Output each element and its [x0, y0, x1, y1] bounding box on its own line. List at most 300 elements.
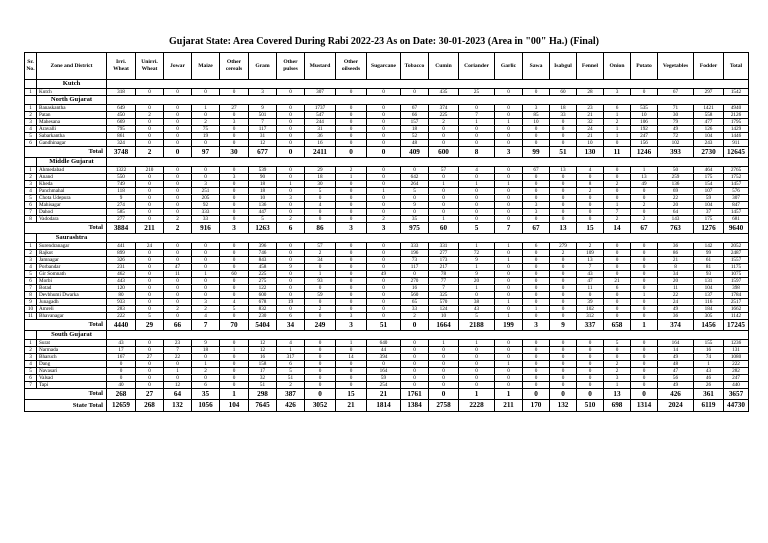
table-cell: 230	[249, 313, 277, 320]
table-cell: 10	[523, 119, 550, 126]
table-cell: 1	[192, 271, 220, 278]
table-cell: 10	[631, 112, 658, 119]
table-cell: 0	[604, 243, 631, 250]
table-cell: 0	[220, 382, 249, 389]
table-cell: 46	[694, 375, 724, 382]
table-cell: 0	[305, 375, 336, 382]
table-cell: 0	[367, 299, 401, 306]
table-cell: 0	[550, 361, 577, 368]
table-cell: 75	[192, 126, 220, 133]
table-cell: 0	[550, 202, 577, 209]
total-cell: 17245	[724, 320, 749, 331]
table-cell: 0	[523, 361, 550, 368]
total-cell: 60	[429, 223, 459, 234]
table-cell: 0	[192, 257, 220, 264]
table-cell: 0	[164, 167, 192, 174]
table-cell: 600	[249, 292, 277, 299]
table-cell: 0	[495, 375, 523, 382]
table-cell: 29	[305, 167, 336, 174]
table-cell: 0	[220, 216, 249, 223]
table-cell: 0	[367, 195, 401, 202]
table-cell: 118	[107, 188, 136, 195]
table-cell: 3	[277, 195, 305, 202]
table-row	[25, 119, 749, 126]
table-cell: 0	[631, 271, 658, 278]
table-cell: 558	[694, 112, 724, 119]
table-cell: 0	[523, 257, 550, 264]
table-cell: 0	[577, 375, 604, 382]
table-cell: 0	[220, 250, 249, 257]
table-cell: 0	[523, 250, 550, 257]
table-cell: 1737	[305, 105, 336, 112]
table-cell: 1	[459, 285, 495, 292]
district-name: Panchmahal	[37, 188, 107, 195]
zone-header-row	[25, 234, 749, 243]
table-cell: 4	[25, 264, 37, 271]
column-header: Total	[724, 53, 749, 80]
table-cell: 0	[336, 299, 367, 306]
table-cell: 0	[192, 89, 220, 96]
table-cell: 0	[459, 368, 495, 375]
table-cell: 5	[459, 313, 495, 320]
table-cell: 0	[220, 354, 249, 361]
table-cell: 0	[577, 216, 604, 223]
table-cell: 1	[495, 257, 523, 264]
table-cell: 0	[305, 209, 336, 216]
table-cell: 0	[429, 368, 459, 375]
table-cell: 283	[107, 306, 136, 313]
table-cell: 277	[107, 216, 136, 223]
district-name: Porbandar	[37, 264, 107, 271]
table-cell: 47	[658, 368, 694, 375]
table-cell: 0	[401, 354, 429, 361]
table-cell: 317	[277, 354, 305, 361]
table-cell: 6	[25, 202, 37, 209]
table-cell: 0	[336, 202, 367, 209]
table-cell: 832	[249, 306, 277, 313]
table-cell: 2	[192, 368, 220, 375]
table-cell: 0	[136, 195, 164, 202]
table-row	[25, 382, 749, 389]
table-cell: 164	[658, 340, 694, 347]
table-cell: 57	[429, 167, 459, 174]
table-cell: 1075	[724, 271, 749, 278]
table-cell: 0	[604, 188, 631, 195]
district-name: Surendranagar	[37, 243, 107, 250]
table-cell: 0	[305, 216, 336, 223]
table-cell: 1	[192, 361, 220, 368]
column-header: Gram	[249, 53, 277, 80]
total-cell: 11	[604, 147, 631, 158]
table-cell: 1	[459, 264, 495, 271]
table-cell: 0	[550, 195, 577, 202]
table-cell: 279	[550, 243, 577, 250]
table-cell: 0	[220, 340, 249, 347]
table-cell: 2	[25, 174, 37, 181]
table-cell: 1	[336, 174, 367, 181]
zone-spacer	[25, 234, 37, 243]
state-total-label: State Total	[25, 400, 107, 412]
table-cell: 0	[523, 133, 550, 140]
total-cell: 387	[277, 389, 305, 400]
zone-name: Middle Gujarat	[37, 158, 107, 167]
table-cell: 7	[604, 209, 631, 216]
table-cell: 7	[25, 209, 37, 216]
district-name: Amreli	[37, 306, 107, 313]
table-cell: 0	[336, 243, 367, 250]
table-cell: 0	[367, 361, 401, 368]
total-cell: 0	[336, 147, 367, 158]
table-cell: 0	[136, 368, 164, 375]
table-cell: 0	[631, 313, 658, 320]
table-cell: 274	[107, 202, 136, 209]
district-name: Mahisagar	[37, 202, 107, 209]
table-cell: 222	[107, 313, 136, 320]
table-cell: 12	[164, 382, 192, 389]
district-name: Mahesana	[37, 119, 107, 126]
table-cell: 1429	[724, 126, 749, 133]
table-cell: 19	[192, 133, 220, 140]
table-cell: 0	[550, 271, 577, 278]
table-cell: 184	[694, 306, 724, 313]
table-cell: 0	[305, 382, 336, 389]
table-cell: 0	[136, 250, 164, 257]
table-cell: 642	[401, 174, 429, 181]
table-cell: 143	[658, 216, 694, 223]
state-total-cell: 211	[495, 400, 523, 412]
table-cell: 1457	[724, 209, 749, 216]
table-cell: 0	[495, 174, 523, 181]
table-cell: 0	[523, 382, 550, 389]
table-cell: 3	[249, 89, 277, 96]
table-cell: 81	[694, 264, 724, 271]
table-row	[25, 278, 749, 285]
column-header: Jowar	[164, 53, 192, 80]
total-cell: 1	[631, 320, 658, 331]
table-row	[25, 216, 749, 223]
table-cell: 0	[277, 257, 305, 264]
table-cell: 102	[577, 306, 604, 313]
table-cell: 0	[164, 188, 192, 195]
table-cell: 333	[401, 243, 429, 250]
table-cell: 7	[25, 285, 37, 292]
table-cell: 2	[631, 202, 658, 209]
table-cell: 2	[164, 306, 192, 313]
table-cell: 0	[277, 271, 305, 278]
table-cell: 0	[164, 89, 192, 96]
table-cell: 2	[277, 382, 305, 389]
total-cell: 1	[495, 389, 523, 400]
table-cell: 0	[631, 340, 658, 347]
table-cell: 3	[523, 105, 550, 112]
table-cell: 1	[25, 340, 37, 347]
zone-header-row	[25, 331, 749, 340]
table-cell: 0	[550, 126, 577, 133]
table-cell: 0	[107, 368, 136, 375]
table-cell: 51	[249, 382, 277, 389]
zone-header-fill	[107, 234, 749, 243]
total-cell: 2	[136, 147, 164, 158]
district-name: Vadodara	[37, 216, 107, 223]
table-cell: 0	[523, 271, 550, 278]
table-cell: 225	[249, 271, 277, 278]
table-cell: 0	[495, 347, 523, 354]
table-cell: 79	[658, 119, 694, 126]
total-cell: 15	[577, 223, 604, 234]
total-cell: 211	[136, 223, 164, 234]
table-cell: 4	[305, 202, 336, 209]
table-cell: 0	[220, 285, 249, 292]
table-cell: 0	[136, 105, 164, 112]
table-cell: 5	[277, 368, 305, 375]
table-cell: 2	[577, 243, 604, 250]
total-cell: 14	[604, 223, 631, 234]
table-cell: 0	[305, 340, 336, 347]
table-cell: 0	[220, 257, 249, 264]
table-cell: 1142	[724, 313, 749, 320]
table-cell: 0	[164, 126, 192, 133]
zone-spacer	[25, 80, 37, 89]
table-cell: 440	[724, 382, 749, 389]
table-cell: 0	[429, 140, 459, 147]
table-cell: 192	[631, 126, 658, 133]
area-coverage-table	[24, 52, 749, 412]
table-cell: 0	[164, 195, 192, 202]
district-name: Anand	[37, 174, 107, 181]
state-total-cell: 1814	[367, 400, 401, 412]
total-cell: 2411	[305, 147, 336, 158]
table-cell: 0	[604, 195, 631, 202]
total-cell: 64	[164, 389, 192, 400]
table-cell: 576	[724, 188, 749, 195]
table-cell: 85	[523, 112, 550, 119]
total-label: Total	[25, 223, 107, 234]
total-cell: 268	[107, 389, 136, 400]
table-cell: 1795	[724, 119, 749, 126]
table-cell: 0	[429, 133, 459, 140]
total-cell: 0	[550, 389, 577, 400]
district-name: Dang	[37, 361, 107, 368]
district-name: Banaskantha	[37, 105, 107, 112]
table-cell: 4	[459, 167, 495, 174]
table-row	[25, 202, 749, 209]
table-cell: 0	[459, 292, 495, 299]
table-cell: 0	[367, 174, 401, 181]
total-cell: 35	[192, 389, 220, 400]
table-cell: 0	[401, 361, 429, 368]
district-name: Narmada	[37, 347, 107, 354]
table-cell: 1	[459, 181, 495, 188]
table-cell: 65	[401, 299, 429, 306]
column-header: Maize	[192, 53, 220, 80]
table-cell: 49	[631, 181, 658, 188]
state-total-cell: 426	[277, 400, 305, 412]
table-cell: 0	[336, 285, 367, 292]
table-cell: 21	[577, 112, 604, 119]
table-cell: 38	[459, 299, 495, 306]
table-cell: 4	[25, 361, 37, 368]
table-cell: 90	[249, 174, 277, 181]
table-cell: 0	[277, 285, 305, 292]
district-name: Bharuch	[37, 354, 107, 361]
state-total-cell: 7645	[249, 400, 277, 412]
table-cell: 243	[694, 140, 724, 147]
state-total-cell: 2758	[429, 400, 459, 412]
table-cell: 33	[192, 216, 220, 223]
table-cell: 10	[577, 140, 604, 147]
table-cell: 0	[367, 209, 401, 216]
table-cell: 0	[136, 209, 164, 216]
table-cell: 0	[577, 174, 604, 181]
table-cell: 0	[523, 140, 550, 147]
column-header: Zone and District	[37, 53, 107, 80]
zone-name: South Gujarat	[37, 331, 107, 340]
zone-total-row	[25, 147, 749, 158]
total-cell: 763	[658, 223, 694, 234]
table-cell: 5	[25, 133, 37, 140]
table-cell: 0	[220, 133, 249, 140]
table-cell: 0	[164, 209, 192, 216]
table-row	[25, 306, 749, 313]
table-cell: 0	[550, 257, 577, 264]
table-cell: 67	[658, 89, 694, 96]
table-cell: 0	[631, 354, 658, 361]
zone-header-row	[25, 96, 749, 105]
table-cell: 1421	[694, 105, 724, 112]
table-cell: 52	[401, 133, 429, 140]
table-cell: 2052	[724, 243, 749, 250]
table-cell: 0	[220, 188, 249, 195]
table-cell: 0	[459, 354, 495, 361]
table-cell: 0	[367, 264, 401, 271]
table-cell: 7	[577, 264, 604, 271]
table-cell: 122	[249, 285, 277, 292]
table-cell: 2	[277, 216, 305, 223]
district-name: Valsad	[37, 375, 107, 382]
table-cell: 9	[192, 340, 220, 347]
table-cell: 64	[658, 209, 694, 216]
table-cell: 3	[220, 174, 249, 181]
table-cell: 40	[107, 382, 136, 389]
table-row	[25, 271, 749, 278]
table-cell: 6	[277, 313, 305, 320]
table-cell: 649	[107, 105, 136, 112]
table-cell: 0	[136, 89, 164, 96]
table-row	[25, 257, 749, 264]
table-cell: 0	[401, 382, 429, 389]
table-row	[25, 250, 749, 257]
total-cell: 66	[164, 320, 192, 331]
table-cell: 13	[631, 174, 658, 181]
table-cell: 0	[367, 126, 401, 133]
table-cell: 2	[401, 313, 429, 320]
table-cell: 0	[429, 202, 459, 209]
total-cell: 1	[220, 389, 249, 400]
column-header: Other pulses	[277, 53, 305, 80]
table-cell: 396	[249, 243, 277, 250]
table-cell: 0	[277, 167, 305, 174]
district-name: Sabarkantha	[37, 133, 107, 140]
table-cell: 43	[107, 340, 136, 347]
table-cell: 0	[277, 202, 305, 209]
table-cell: 0	[367, 313, 401, 320]
table-cell: 0	[336, 126, 367, 133]
table-cell: 142	[694, 243, 724, 250]
state-total-cell: 1314	[631, 400, 658, 412]
district-name: Patan	[37, 112, 107, 119]
table-cell: 0	[401, 271, 429, 278]
table-cell: 36	[658, 313, 694, 320]
table-cell: 1	[305, 271, 336, 278]
zone-total-row	[25, 223, 749, 234]
table-cell: 0	[604, 140, 631, 147]
table-cell: 0	[604, 250, 631, 257]
table-cell: 154	[694, 181, 724, 188]
zone-header-fill	[107, 96, 749, 105]
table-cell: 0	[336, 140, 367, 147]
district-name: Botad	[37, 285, 107, 292]
table-cell: 0	[631, 278, 658, 285]
zone-header-row	[25, 158, 749, 167]
total-cell: 3	[367, 223, 401, 234]
table-cell: 0	[164, 119, 192, 126]
total-cell: 337	[577, 320, 604, 331]
table-cell: 0	[305, 347, 336, 354]
table-cell: 1	[523, 306, 550, 313]
table-cell: 24	[136, 243, 164, 250]
table-cell: 20	[658, 202, 694, 209]
table-cell: 1	[631, 167, 658, 174]
zone-header-row	[25, 80, 749, 89]
table-cell: 5	[25, 271, 37, 278]
table-cell: 26	[694, 382, 724, 389]
table-row	[25, 167, 749, 174]
column-header: Other cereals	[220, 53, 249, 80]
table-cell: 0	[164, 174, 192, 181]
district-name: Aravalli	[37, 126, 107, 133]
table-cell: 0	[459, 375, 495, 382]
table-cell: 9	[25, 299, 37, 306]
table-cell: 0	[367, 292, 401, 299]
total-cell: 21	[367, 389, 401, 400]
table-cell: 0	[631, 209, 658, 216]
table-cell: 0	[550, 133, 577, 140]
table-cell: 196	[401, 250, 429, 257]
table-cell: 0	[631, 89, 658, 96]
table-cell: 0	[336, 119, 367, 126]
table-cell: 3	[604, 89, 631, 96]
table-cell: 305	[694, 313, 724, 320]
table-cell: 0	[459, 105, 495, 112]
table-cell: 1446	[724, 133, 749, 140]
district-name: Devbhumi Dwarka	[37, 292, 107, 299]
table-cell: 2517	[724, 299, 749, 306]
table-cell: 297	[694, 89, 724, 96]
table-cell: 93	[305, 278, 336, 285]
table-cell: 71	[658, 105, 694, 112]
table-cell: 3	[523, 209, 550, 216]
table-cell: 0	[429, 354, 459, 361]
table-cell: 0	[550, 181, 577, 188]
table-cell: 0	[367, 105, 401, 112]
table-cell: 0	[495, 126, 523, 133]
table-cell: 48	[401, 140, 429, 147]
table-cell: 0	[459, 216, 495, 223]
column-header: Vegetables	[658, 53, 694, 80]
table-cell: 0	[164, 285, 192, 292]
table-row	[25, 209, 749, 216]
table-cell: 2	[577, 188, 604, 195]
